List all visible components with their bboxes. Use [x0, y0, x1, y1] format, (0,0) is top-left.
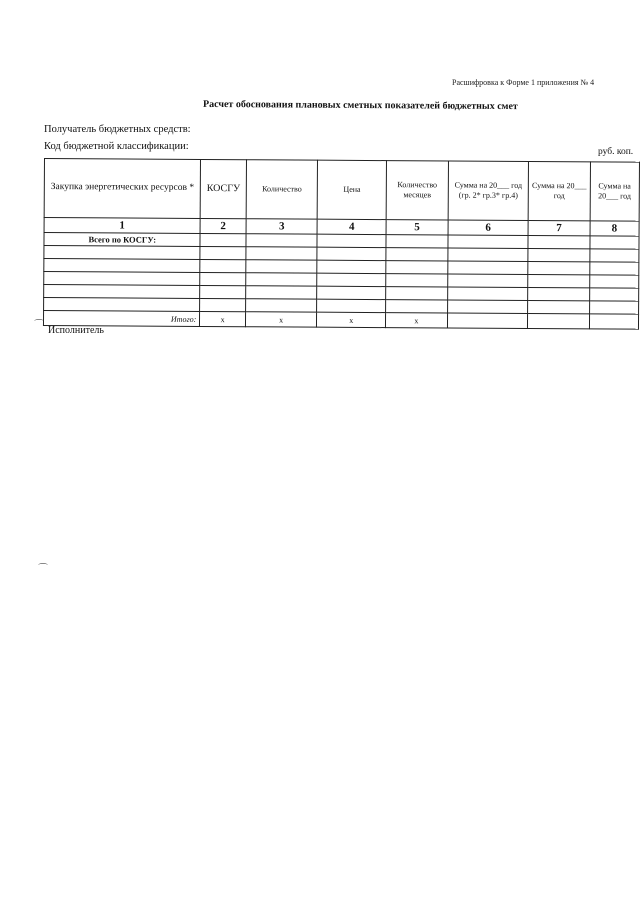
table-cell [448, 248, 529, 261]
scan-artifact: ⌒ [38, 564, 48, 575]
table-cell [528, 248, 589, 261]
table-cell [246, 234, 317, 247]
unit-label: руб. коп. [598, 147, 634, 157]
table-cell [528, 287, 589, 300]
table-cell [386, 300, 448, 313]
table-cell [528, 313, 589, 328]
table-cell [447, 287, 528, 300]
table-cell [386, 274, 448, 287]
table-cell [447, 300, 528, 313]
column-number: 4 [317, 219, 386, 234]
table-cell [386, 287, 448, 300]
table-cell [386, 261, 448, 274]
table-cell [200, 272, 246, 285]
code-label: Код бюджетной классификации: [44, 141, 189, 152]
header-note: Расшифровка к Форме 1 приложения № 4 [452, 78, 595, 87]
table-cell [589, 262, 639, 275]
table-cell [44, 259, 200, 273]
table-cell [590, 236, 640, 249]
table-cell [589, 314, 639, 329]
page-title: Расчет обоснования плановых сметных показателей бюджетных смет [202, 98, 518, 113]
table-cell [317, 273, 386, 286]
itogo-mark: x [200, 311, 246, 326]
table-cell [44, 246, 200, 260]
table-cell [200, 259, 246, 272]
table-cell [200, 233, 246, 246]
column-number: 3 [246, 219, 317, 234]
table-cell [44, 298, 200, 312]
header-sum-year-2: Сумма на 20___ год [529, 161, 591, 220]
itogo-label: Итого: [43, 311, 199, 327]
header-sum-year-3: Сумма на 20___ год [590, 162, 640, 221]
table-header-row [44, 159, 639, 222]
header-sum-year-1: Сумма на 20___ год (гр. 2* гр.3* гр.4) [448, 161, 529, 220]
table-cell [447, 274, 528, 287]
table-cell [246, 247, 317, 260]
table-cell [246, 299, 317, 312]
column-number: 1 [44, 218, 200, 234]
executor-label: Исполнитель [48, 325, 104, 336]
itogo-mark: x [386, 313, 448, 328]
itogo-row [43, 311, 638, 330]
header-energy-resources: Закупка энергетических ресурсов * [44, 159, 201, 219]
header-quantity: Количество [246, 160, 318, 219]
column-number: 6 [448, 220, 529, 235]
scan-artifact: ⌒ [34, 320, 44, 331]
table-cell [528, 261, 589, 274]
table-cell [447, 313, 528, 328]
total-kosgu-label: Всего по КОСГУ: [44, 233, 200, 247]
table-cell [200, 298, 246, 311]
calculation-table [43, 158, 640, 330]
itogo-mark: x [245, 312, 316, 327]
table-cell [317, 234, 386, 247]
table-cell [246, 260, 317, 273]
column-number: 5 [386, 220, 448, 235]
header-price: Цена [317, 160, 386, 219]
table-cell [447, 261, 528, 274]
table-cell [44, 272, 200, 286]
table-cell [246, 273, 317, 286]
column-number: 2 [200, 218, 246, 233]
table-cell [528, 274, 589, 287]
itogo-mark: x [317, 312, 386, 327]
table-cell [589, 301, 639, 314]
table-cell [200, 246, 246, 259]
column-number: 8 [590, 221, 640, 236]
recipient-label: Получатель бюджетных средств: [44, 124, 191, 135]
table-cell [386, 248, 448, 261]
table-cell [448, 235, 529, 248]
table-cell [200, 285, 246, 298]
table-cell [317, 286, 386, 299]
table-cell [589, 249, 639, 262]
table-cell [317, 260, 386, 273]
table-cell [589, 288, 639, 301]
column-number: 7 [528, 220, 589, 235]
header-months: Количество месяцев [386, 161, 448, 220]
table-cell [317, 247, 386, 260]
table-cell [589, 275, 639, 288]
table-cell [246, 286, 317, 299]
table-cell [44, 285, 200, 299]
table-cell [528, 235, 589, 248]
table-cell [528, 300, 589, 313]
table-cell [317, 299, 386, 312]
table-cell [386, 235, 448, 248]
header-kosgu: КОСГУ [200, 159, 246, 218]
